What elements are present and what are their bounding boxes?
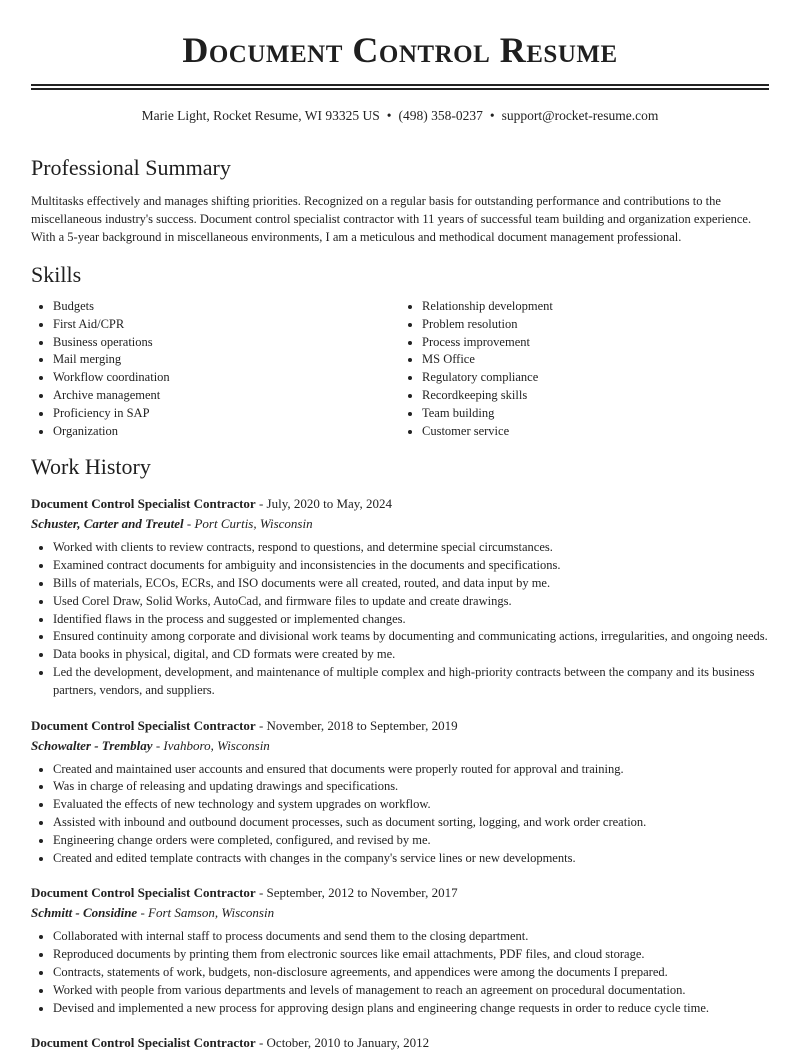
job-entry [31, 883, 769, 1017]
skill-item: • Proficiency in SAP [53, 405, 400, 423]
summary-text: Multitasks effectively and manages shifting priorities. Recognized on a regular basis for outstanding performance and contributions to the miscellaneous industry's success. Document control specialist contractor with 11 years of successful team building and organization experience. With a 5-year background in miscellaneous environments, I am a meticulous and methodical document management professional. [31, 194, 752, 244]
job-title: Document Control Specialist Contractor [31, 496, 256, 512]
job-dates: - October, 2010 to January, 2012 [255, 1035, 430, 1051]
skills-columns [31, 298, 769, 440]
skill-item: • MS Office [422, 351, 769, 369]
job-employer [31, 514, 769, 534]
job-duty-item: • Collaborated with internal staff to process documents and send them to the closing department. [53, 928, 769, 946]
company-location: - Ivahboro, Wisconsin [152, 737, 270, 753]
job-dates: - November, 2018 to September, 2019 [255, 717, 458, 733]
skill-item: • Business operations [53, 334, 400, 352]
skills-list-right [400, 298, 769, 440]
skill-item: • Archive management [53, 387, 400, 405]
job-title: Document Control Specialist Contractor [31, 717, 256, 733]
job-duty-item: • Worked with people from various departments and levels of management to reach an agreement on procedural documentation. [53, 982, 769, 1000]
job-title: Document Control Specialist Contractor [31, 885, 256, 901]
job-duty-item: • Contracts, statements of work, budgets, non-disclosure agreements, and appendices were among the documents I prepared. [53, 964, 769, 982]
skill-item: • First Aid/CPR [53, 316, 400, 334]
jobs-list [31, 494, 769, 1053]
job-duty-item: • Created and edited template contracts with changes in the company's service lines or new developments. [53, 850, 769, 868]
job-duties-list [31, 761, 769, 868]
job-duty-item: • Reproduced documents by printing them from electronic sources like email attachments, PDF files, and cloud storage. [53, 946, 769, 964]
skills-section [31, 262, 769, 440]
job-duty-item: • Data books in physical, digital, and CD formats were created by me. [53, 646, 769, 664]
job-dates: - July, 2020 to May, 2024 [255, 496, 392, 512]
header-divider [31, 84, 769, 90]
contact-line [31, 107, 769, 125]
job-entry [31, 494, 769, 699]
summary-heading: Professional Summary [31, 155, 231, 180]
contact-separator: • [386, 108, 392, 123]
company-name: Schuster, Carter and Treutel [31, 516, 184, 532]
job-duty-item: • Was in charge of releasing and updating drawings and specifications. [53, 778, 769, 796]
contact-address: Marie Light, Rocket Resume, WI 93325 US [141, 108, 380, 123]
skills-list-left [31, 298, 400, 440]
skill-item: • Regulatory compliance [422, 369, 769, 387]
company-name: Schmitt - Considine [31, 905, 138, 921]
company-name: Schowalter - Tremblay [31, 737, 153, 753]
job-duty-item: • Created and maintained user accounts and ensured that documents were properly routed for approval and training. [53, 761, 769, 779]
skill-item: • Problem resolution [422, 316, 769, 334]
job-duty-item: • Evaluated the effects of new technology and system upgrades on workflow. [53, 796, 769, 814]
summary-section [31, 155, 769, 246]
job-duty-item: • Led the development, development, and maintenance of multiple complex and high-priority contracts between the company and its business partners, vendors, and suppliers. [53, 664, 769, 700]
job-entry [31, 716, 769, 868]
skill-item: • Team building [422, 405, 769, 423]
skill-item: • Relationship development [422, 298, 769, 316]
job-duty-item: • Assisted with inbound and outbound document processes, such as document sorting, logging, and work order creation. [53, 814, 769, 832]
job-header [31, 1033, 769, 1053]
contact-separator: • [489, 108, 495, 123]
job-entry [31, 1033, 769, 1053]
job-header [31, 883, 769, 903]
skill-item: • Process improvement [422, 334, 769, 352]
job-header [31, 716, 769, 736]
work-history-section [31, 454, 769, 1053]
job-duty-item: • Identified flaws in the process and suggested or implemented changes. [53, 611, 769, 629]
job-duty-item: • Used Corel Draw, Solid Works, AutoCad, and firmware files to update and create drawings. [53, 593, 769, 611]
job-duties-list [31, 928, 769, 1017]
job-title: Document Control Specialist Contractor [31, 1035, 256, 1051]
skills-heading: Skills [31, 262, 82, 287]
skill-item: • Recordkeeping skills [422, 387, 769, 405]
page-title: Document Control Resume [182, 30, 618, 70]
job-duties-list [31, 539, 769, 699]
job-employer [31, 903, 769, 923]
contact-phone: (498) 358-0237 [398, 108, 483, 123]
job-duty-item: • Worked with clients to review contracts, respond to questions, and determine special circumstances. [53, 539, 769, 557]
skill-item: • Budgets [53, 298, 400, 316]
resume-page [31, 0, 769, 1053]
job-duty-item: • Ensured continuity among corporate and divisional work teams by documenting and communicating actions, irregularities, and ongoing needs. [53, 628, 769, 646]
job-dates: - September, 2012 to November, 2017 [255, 885, 458, 901]
job-header [31, 494, 769, 514]
job-duty-item: • Devised and implemented a new process for approving design plans and engineering change requests in order to reduce cycle time. [53, 1000, 769, 1018]
job-duty-item: • Examined contract documents for ambiguity and inconsistencies in the documents and specifications. [53, 557, 769, 575]
job-duty-item: • Engineering change orders were completed, configured, and revised by me. [53, 832, 769, 850]
skill-item: • Workflow coordination [53, 369, 400, 387]
contact-email: support@rocket-resume.com [501, 108, 659, 123]
work-history-heading: Work History [31, 454, 151, 480]
job-employer [31, 736, 769, 756]
job-duty-item: • Bills of materials, ECOs, ECRs, and ISO documents were all created, routed, and data input by me. [53, 575, 769, 593]
skill-item: • Mail merging [53, 351, 400, 369]
skill-item: • Customer service [422, 423, 769, 441]
skill-item: • Organization [53, 423, 400, 441]
company-location: - Fort Samson, Wisconsin [137, 905, 275, 921]
company-location: - Port Curtis, Wisconsin [183, 516, 313, 532]
